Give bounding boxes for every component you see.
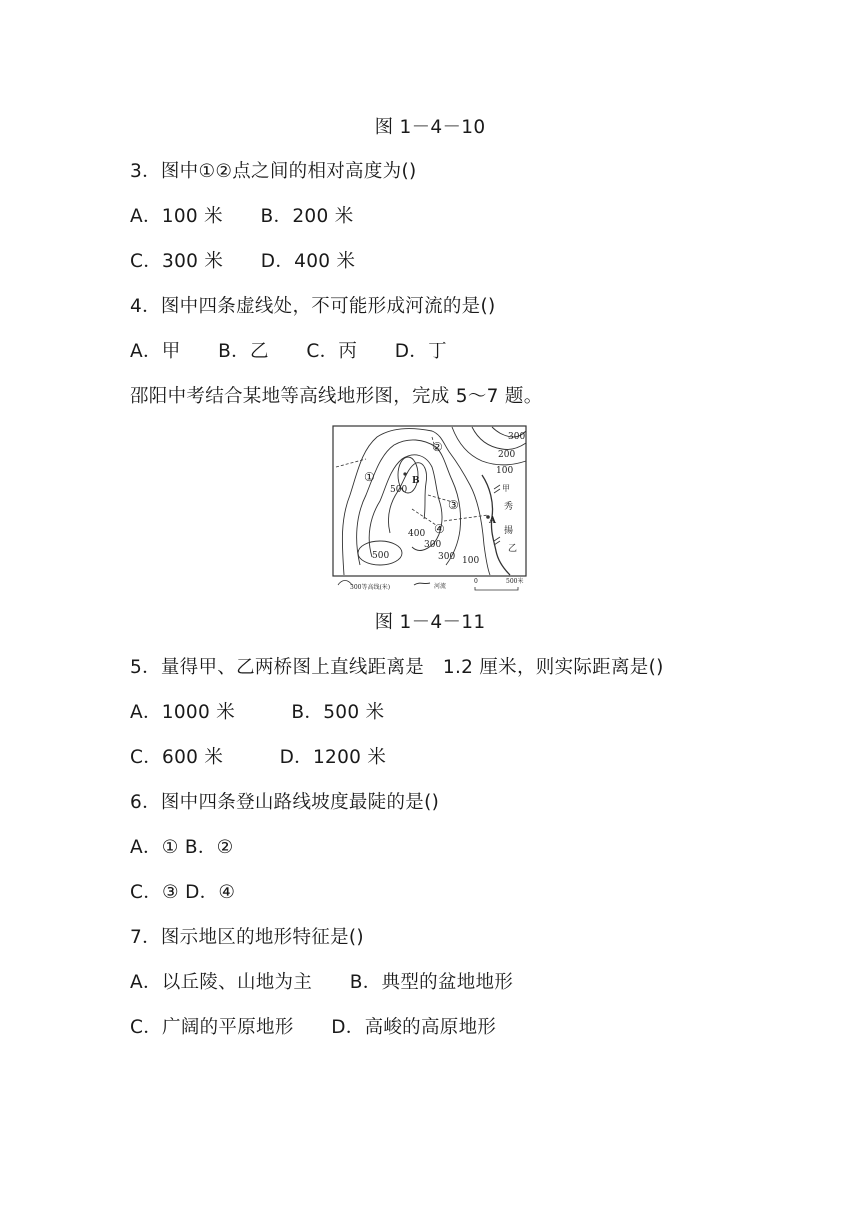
question-3-stem: 3．图中①②点之间的相对高度为() [130,161,417,182]
question-7-options-ab: A．以丘陵、山地为主 B．典型的盆地地形 [130,972,514,993]
question-6-stem: 6．图中四条登山路线坡度最陡的是() [130,792,440,813]
place-label-river: 揚 [504,526,514,536]
contour-label: 500 [372,551,390,561]
point-label-2: ② [432,440,443,454]
scale-zero-label: 0 [474,578,478,585]
contour-label: 300 [424,540,442,550]
route-5 [444,515,488,521]
legend-river-label: 河流 [434,583,447,590]
point-label-1: ① [364,470,375,484]
legend-river-icon [414,583,430,585]
question-3-options-cd: C．300 米 D．400 米 [130,251,356,272]
question-4-stem: 4．图中四条虚线处，不可能形成河流的是() [130,296,496,317]
bridge-jia [494,485,500,493]
place-label-xiu: 秀 [504,502,514,512]
question-5-options-cd: C．600 米 D．1200 米 [130,747,387,768]
point-b-marker [403,472,406,475]
question-5-options-ab: A．1000 米 B．500 米 [130,702,385,723]
question-3-options-ab: A．100 米 B．200 米 [130,206,354,227]
point-label-4: ④ [434,522,445,536]
legend-contour-label: 300等高线(米) [350,584,391,591]
contour-label: 300 [508,432,526,442]
figure-caption-1-4-11: 图 1－4－11 [374,612,486,633]
place-label-jia: 甲 [502,484,510,493]
contour-map-figure [332,425,528,593]
question-6-options-ab: A．① B．② [130,837,234,858]
route-1 [336,459,366,467]
contour-100 [342,429,490,575]
question-5-stem: 5．量得甲、乙两桥图上直线距离是 1.2 厘米，则实际距离是() [130,657,664,678]
place-label-yi: 乙 [508,544,518,554]
contour-label: 100 [462,556,480,566]
point-label-a: A [489,516,496,526]
scale-bar [475,587,518,590]
question-7-options-cd: C．广阔的平原地形 D．高峻的高原地形 [130,1017,497,1038]
point-label-3: ③ [448,498,459,512]
contour-label: 500 [390,485,408,495]
contour-400 [388,463,426,533]
scale-end-label: 500米 [506,578,524,585]
figure-caption-1-4-10: 图 1－4－10 [374,117,486,138]
section-intro: 邵阳中考结合某地等高线地形图，完成 5～7 题。 [130,386,543,407]
question-7-stem: 7．图示地区的地形特征是() [130,927,364,948]
question-4-options: A．甲 B．乙 C．丙 D．丁 [130,341,447,362]
question-6-options-cd: C．③ D．④ [130,882,236,903]
contour-label: 200 [498,450,516,460]
contour-label: 300 [438,552,456,562]
contour-label: 400 [408,529,426,539]
contour-200 [357,440,461,565]
contour-label: 100 [496,466,514,476]
point-label-b: B [412,476,420,486]
